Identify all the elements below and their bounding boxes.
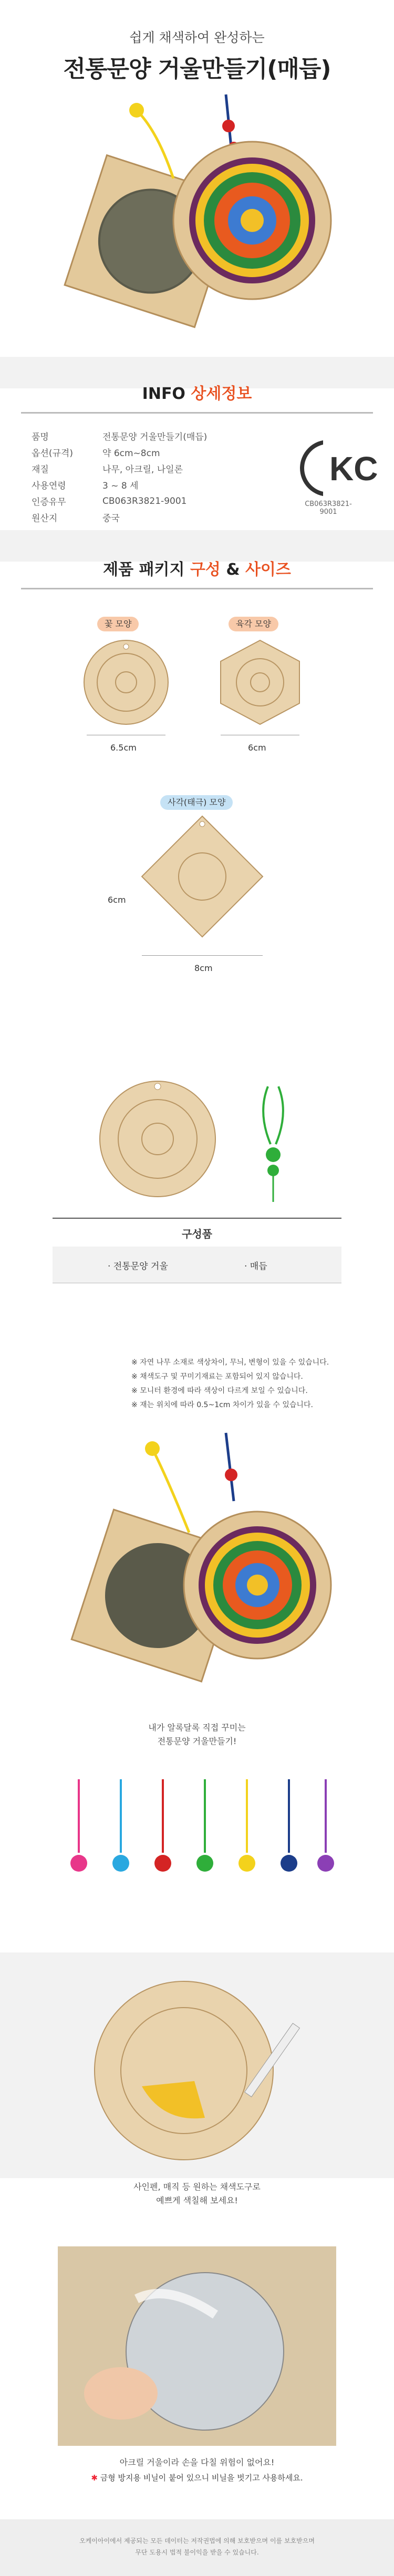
component-item: · 전통문양 거울 [108,1261,168,1272]
note-item: ※ 모니터 환경에 따라 색상이 다르게 보일 수 있습니다. [131,1387,308,1395]
knot-colors-image [58,1774,341,1910]
components-title: 구성품 [182,1228,212,1240]
package-title-amp: & [226,561,240,579]
finished-caption-1: 내가 알록달록 직접 꾸미는 [148,1723,246,1733]
footer-line-2: 무단 도용시 법적 불이익을 받을 수 있습니다. [135,2549,259,2556]
info-title-en: INFO [142,385,185,403]
shape-label-square: 사각(태극) 모양 [160,795,233,810]
package-title-b: 구성 [190,561,221,579]
hexagon-shape-image [215,638,305,727]
info-row [32,444,294,460]
info-key: 옵션(규격) [32,448,73,459]
finished-product-image [68,1428,331,1690]
info-divider [21,412,373,414]
hero-product-image [53,84,347,331]
square-dimension-h: 6cm [108,895,126,905]
info-value: 약 6cm~8cm [102,448,160,459]
note-item: ※ 자연 나무 소재로 색상차이, 무늬, 변형이 있을 수 있습니다. [131,1358,329,1367]
component-mirror-image [97,1079,218,1199]
kc-mark-icon [297,439,378,497]
package-title-a: 제품 패키지 [103,561,185,579]
mirror-caption: 아크릴 거울이라 손을 다칠 위험이 없어요! [119,2457,275,2467]
component-knot-image [252,1081,294,1207]
info-row [32,460,294,477]
warning-note [0,2472,394,2483]
kc-code: CB063R3821-9001 [305,500,352,516]
info-value: CB063R3821-9001 [102,495,187,506]
component-item: · 매듭 [244,1261,267,1272]
info-table [32,428,294,525]
note-item: ※ 재는 위치에 따라 0.5~1cm 차이가 있을 수 있습니다. [131,1401,313,1409]
warning-icon: ✱ [91,2473,98,2483]
hexagon-dimension: 6cm [248,743,266,753]
finished-caption-2: 전통문양 거울만들기! [157,1736,237,1746]
info-key: 원산지 [32,513,58,524]
note-item: ※ 채색도구 및 꾸미기재료는 포함되어 있지 않습니다. [131,1373,303,1381]
info-key: 사용연령 [32,481,66,491]
shape-label-hexagon: 육각 모양 [229,617,278,631]
hero-title: 전통문양 거울만들기(매듭) [63,56,331,82]
square-shape-image [139,814,265,939]
package-title-c: 사이즈 [245,561,291,579]
footer [0,2519,394,2576]
info-key: 재질 [32,464,49,475]
coloring-caption-2: 예쁘게 색칠해 보세요! [156,2195,238,2205]
info-value: 나무, 아크릴, 나일론 [102,464,183,475]
flower-shape-image [79,635,173,730]
info-value: 전통문양 거울만들기(매듭) [102,432,208,442]
notes-list [131,1356,329,1412]
info-row [32,493,294,509]
info-row [32,477,294,493]
info-row [32,428,294,444]
square-dimension-w: 8cm [194,963,213,973]
info-section-title [0,381,394,404]
info-title-ko: 상세정보 [191,385,252,403]
shape-label-flower: 꽃 모양 [97,617,139,631]
kc-mark-label: KC [329,450,378,488]
package-section-title [0,556,394,579]
info-value: 중국 [102,513,120,524]
info-key: 품명 [32,432,49,442]
warning-text: 금형 방지용 비닐이 붙어 있으니 비닐을 벗기고 사용하세요. [100,2473,303,2483]
package-divider [21,588,373,589]
info-key: 인증유무 [32,497,66,508]
footer-line-1: 오케이아이에서 제공되는 모든 데이터는 저작권법에 의해 보호받으며 이를 보호받으며 [79,2537,315,2545]
mirror-film-image [58,2246,336,2446]
kc-certification [297,439,378,516]
info-row [32,509,294,525]
coloring-demo-image [79,1966,320,2165]
info-value: 3 ~ 8 세 [102,481,139,491]
flower-dimension: 6.5cm [110,743,137,753]
hero-subtitle: 쉽게 채색하여 완성하는 [129,30,265,45]
coloring-caption-1: 사인펜, 매직 등 원하는 채색도구로 [133,2182,261,2192]
